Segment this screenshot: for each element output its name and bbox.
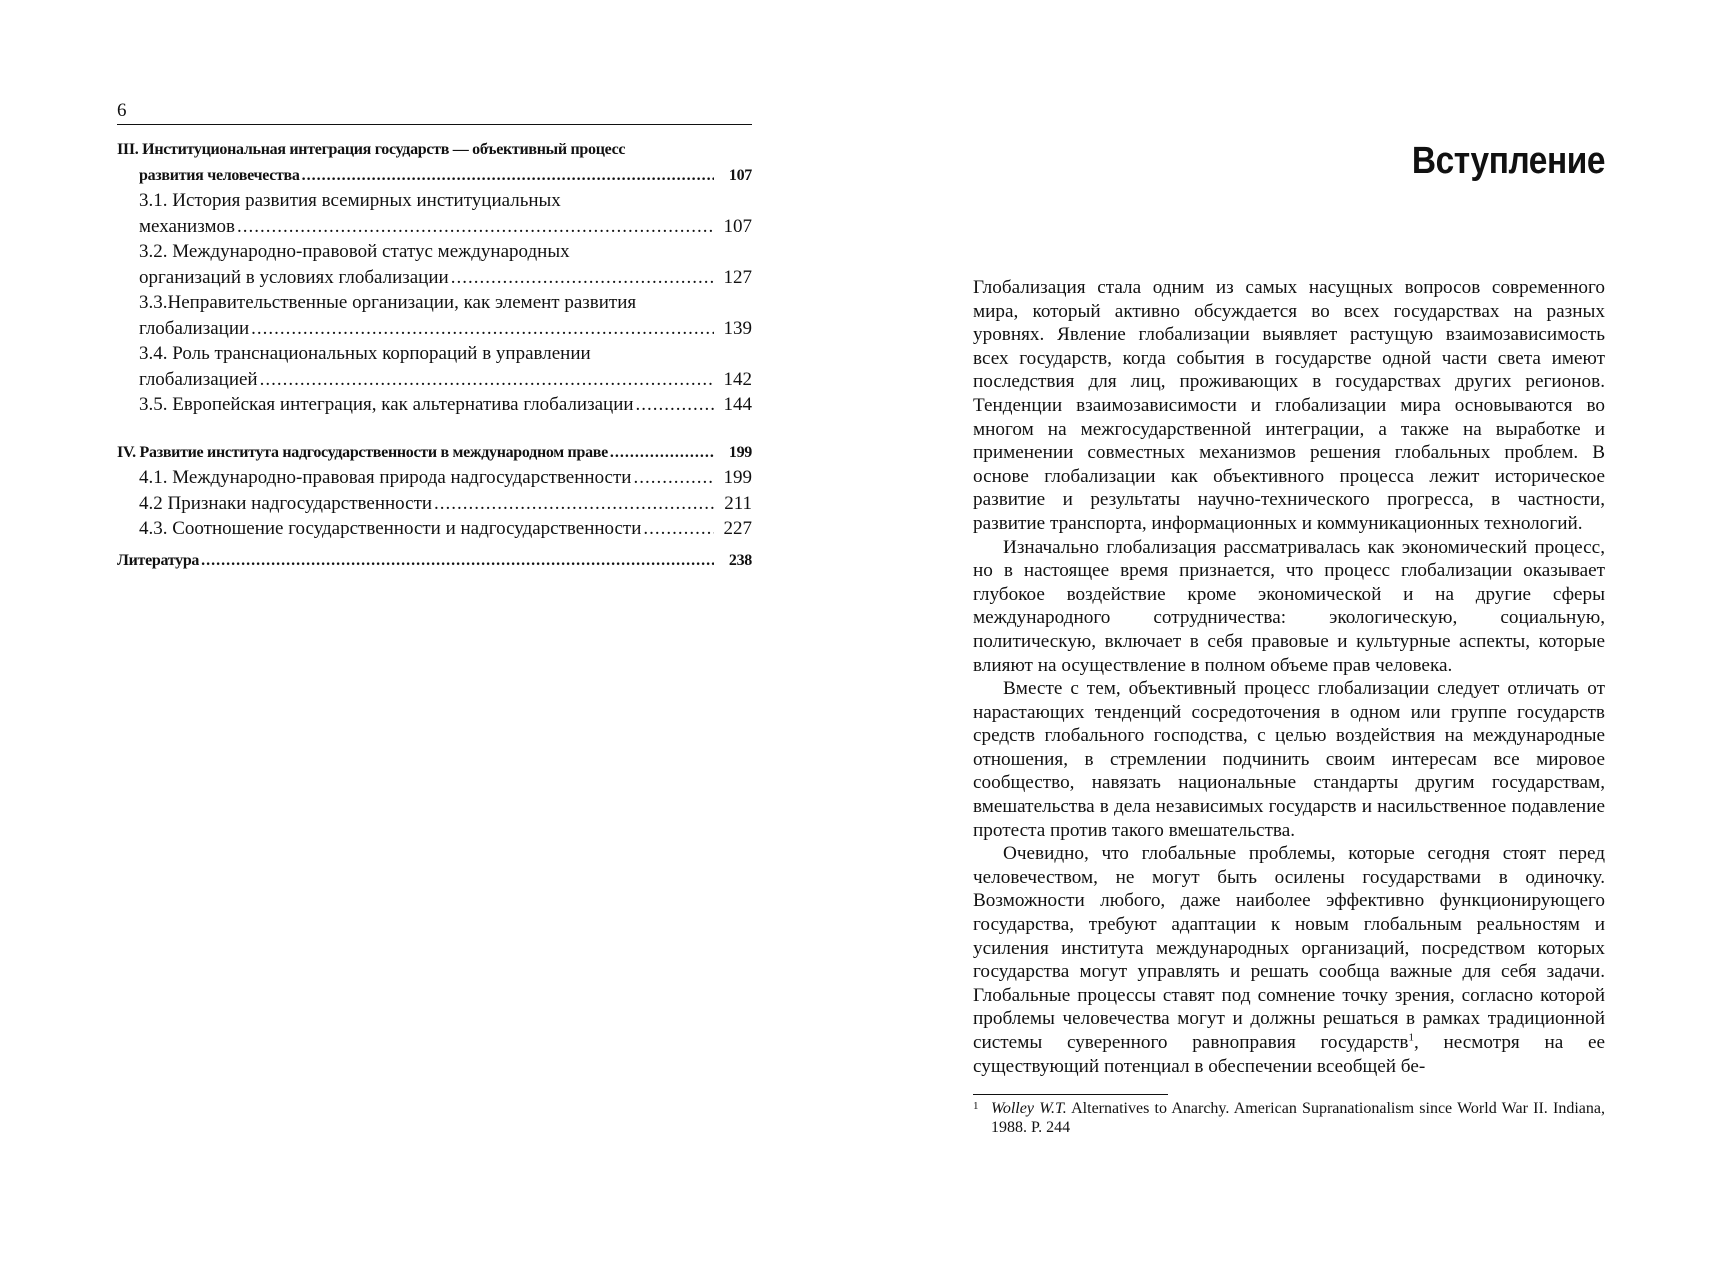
dot-leader: [636, 392, 714, 418]
left-page: [117, 100, 752, 573]
page-number: 6: [117, 100, 752, 125]
toc-entry-title: 3.5. Европейская интеграция, как альтернатива глобализации: [139, 394, 634, 415]
paragraph: [973, 842, 1605, 1078]
footnote: [973, 1099, 1605, 1137]
dot-leader: [434, 491, 714, 517]
dot-leader: [260, 367, 714, 393]
toc-subsection: [117, 491, 752, 517]
toc-page-number: 127: [723, 266, 752, 288]
toc-entry-title: 3.2. Международно-правовой статус международных: [139, 241, 570, 262]
paragraph: Изначально глобализация рассматривалась как экономический процесс, но в настоящее время признается, что процесс глобализации оказывает глубокое воздействие кроме экономической и на другие сферы международного сотрудничества: экологическую, социальную, политическую, включает в себя правовые и культурные аспекты, которые влияют на осуществление в полном объеме прав человека.: [973, 536, 1605, 676]
dot-leader: [251, 316, 714, 342]
toc-chapter: [117, 137, 752, 188]
toc-entry-title: глобализацией: [139, 368, 258, 390]
toc-entry-title: механизмов: [139, 215, 235, 237]
toc-subsection: [117, 516, 752, 542]
toc-entry-title: 4.1. Международно-правовая природа надгосударственности: [139, 467, 632, 488]
dot-leader: [633, 465, 714, 491]
dot-leader: [451, 265, 714, 291]
footnote-divider: [973, 1094, 1168, 1095]
toc-entry-title: 3.3.Неправительственные организации, как элемент развития: [139, 292, 637, 313]
dot-leader: [610, 440, 714, 466]
toc-page-number: 142: [723, 368, 752, 390]
toc-entry-title: развития человечества: [139, 166, 300, 184]
dot-leader: [643, 516, 714, 542]
table-of-contents: [117, 137, 752, 573]
paragraph: Вместе с тем, объективный процесс глобализации следует отличать от нарастающих тенденций сосредоточения в одном или группе государств средств глобального господства, с целью воздействия на международные отношения, в стремлении подчинить своим интересам все мировое сообщество, навязать национальные стандарты другим государствам, вмешательства в дела независимых государств и насильственное подавление протеста против такого вмешательства.: [973, 678, 1605, 841]
toc-page-number: 139: [723, 317, 752, 339]
toc-page-number: 199: [723, 467, 752, 488]
toc-entry-title: Литература: [117, 551, 200, 569]
toc-entry-title: организаций в условиях глобализации: [139, 266, 449, 288]
toc-entry-title: 3.1. История развития всемирных институциальных: [139, 190, 561, 211]
toc-entry-title: IV. Развитие института надгосударственности в международном праве: [117, 443, 608, 461]
footnote-reference: 1: [1408, 1031, 1414, 1044]
toc-entry-title: 3.4. Роль транснациональных корпораций в управлении: [139, 343, 591, 364]
toc-entry-title: глобализации: [139, 317, 250, 339]
footnote-mark: 1: [973, 1100, 979, 1113]
dot-leader: [302, 163, 714, 189]
paragraph: Глобализация стала одним из самых насущных вопросов современного мира, который активно обсуждается во всех государствах на разных уровнях. Явление глобализации выявляет растущую взаимозависимость всех государств, когда события в государстве одной части света имеют последствия для лиц, проживающих в государствах других регионов. Тенденции взаимозависимости и глобализации мира основываются во многом на межгосударственной интеграции, а также на выработке и применении совместных механизмов решения глобальных проблем. В основе глобализации как объективного процесса лежит историческое развитие и результаты научно-технического прогресса, в частности, развитие транспорта, информационных и коммуникационных технологий.: [973, 277, 1605, 534]
body-text: [973, 276, 1605, 1137]
paragraph-text: Очевидно, что глобальные проблемы, которые сегодня стоят перед человечеством, не могут быть осилены государствами в одиночку. Возможности любого, даже наиболее эффективно функционирующего государства, требуют адаптации к новым глобальным реальностям и усиления института международных организаций, посредством которых государства могут управлять и решать сообща важные для себя задачи. Глобальные процессы ставят под сомнение точку зрения, согласно которой проблемы человечества могут и должны решаться в рамках традиционной системы суверенного равноправия государств: [973, 843, 1605, 1053]
dot-leader: [201, 548, 714, 574]
dot-leader: [237, 214, 714, 240]
toc-subsection: [117, 392, 752, 418]
toc-page-number: 107: [728, 166, 752, 184]
toc-entry-title: 4.3. Соотношение государственности и надгосударственности: [139, 518, 642, 539]
toc-page-number: 227: [723, 518, 752, 539]
paragraph-text-tail: , несмотря на ее существующий потенциал в обеспечении всеобщей бе-: [973, 1032, 1605, 1077]
toc-chapter: [117, 548, 752, 574]
toc-page-number: 238: [728, 551, 752, 569]
right-page: [973, 100, 1605, 1137]
toc-subsection: [117, 341, 752, 392]
toc-entry-title: III. Институциональная интеграция государств — объективный процесс: [117, 141, 626, 158]
toc-page-number: 199: [728, 443, 752, 461]
toc-chapter: [117, 440, 752, 466]
toc-subsection: [117, 290, 752, 341]
footnote-text: Alternatives to Anarchy. American Supranationalism since World War II. Indiana, 1988. P. 244: [991, 1100, 1605, 1137]
toc-entry-title: 4.2 Признаки надгосударственности: [139, 492, 433, 514]
toc-page-number: 107: [723, 215, 752, 237]
footnote-author: Wolley W.T.: [991, 1100, 1067, 1118]
toc-page-number: 144: [723, 394, 752, 415]
toc-subsection: [117, 465, 752, 491]
toc-page-number: 211: [724, 492, 752, 514]
toc-subsection: [117, 188, 752, 239]
toc-subsection: [117, 239, 752, 290]
page-title: Вступление: [1411, 140, 1605, 182]
